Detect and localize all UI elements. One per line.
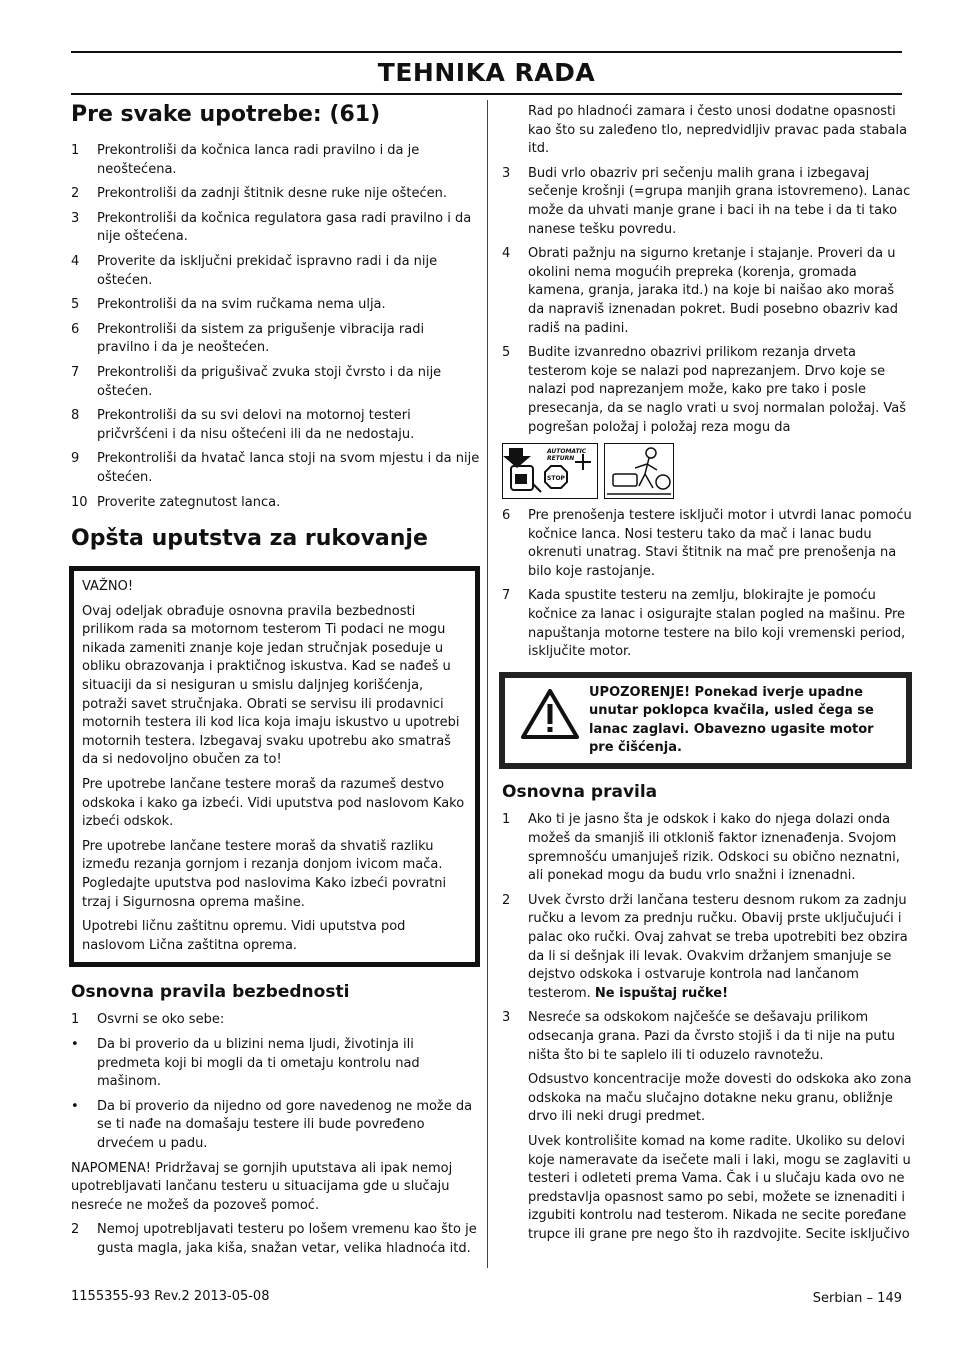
important-paragraph-2: Pre upotrebe lančane testere moraš da razumeš destvo odskoka i kako ga izbeći. Vidi uputstva pod naslovom Kako izbeći odskok. (82, 777, 465, 830)
bullet-item-1 (71, 1036, 480, 1092)
checklist-item-2 (71, 185, 480, 204)
rule-list-b (502, 507, 912, 662)
item-number: 4 (502, 246, 511, 262)
bullet-item-2 (71, 1098, 480, 1154)
chain-brake-automatic-icon (503, 444, 597, 498)
rule-item-b-2 (502, 587, 912, 661)
checklist-item-1 (71, 142, 480, 179)
heading-basic-rules: Osnovna pravila (502, 782, 658, 803)
document-number: 1155355-93 Rev.2 2013-05-08 (71, 1289, 270, 1304)
page-header (71, 51, 902, 95)
item-number: 10 (71, 494, 88, 510)
item-number: 1 (71, 143, 80, 158)
heading-before-use: Pre svake upotrebe: (61) (71, 102, 381, 127)
basic-rule-3 (502, 1009, 912, 1065)
icon-label-stop: STOP (547, 475, 565, 483)
basic-rule-2 (502, 892, 912, 1004)
important-label: VAŽNO! (82, 579, 134, 595)
item-number: 3 (502, 165, 511, 181)
checklist-item-7 (71, 364, 480, 401)
rule-item-3 (502, 344, 912, 437)
rule-item-1 (502, 165, 912, 239)
item-text: Prekontroliši da na svim ručkama nema ulja. (97, 297, 386, 313)
item-number: 4 (71, 253, 80, 269)
item-number: 7 (502, 588, 511, 604)
checklist-item-10 (71, 494, 480, 513)
item-text: Da bi proverio da u blizini nema ljudi, životinja ili predmeta koji bi mogli da ti ometaju kontrolu nad mašinom. (97, 1036, 420, 1090)
basic-rule-1 (502, 811, 912, 885)
rule-item-2 (502, 245, 912, 338)
item-number: 2 (71, 1222, 80, 1238)
item-number: 9 (71, 451, 80, 467)
icon-label-return: RETURN (547, 455, 575, 463)
carrying-saw-icon (605, 444, 673, 498)
item-number: 8 (71, 408, 80, 424)
carrying-saw-illustration (604, 443, 674, 499)
item-number: 1 (502, 812, 511, 828)
item-text: Proverite zategnutost lanca. (97, 494, 281, 510)
item-text: Proverite da isključni prekidač ispravno radi i da nije oštećen. (97, 253, 438, 288)
item-text: Prekontroliši da prigušivač zvuka stoji čvrsto i da nije oštećen. (97, 364, 442, 399)
item-number: 1 (71, 1012, 80, 1028)
basic-rule-3-paragraph-3: Uvek kontrolišite komad na kome radite. Ukoliko su delovi koje nameravate da isečete mali i laki, mogu se zaglaviti u testeri i odleteti prema Vama. Čak i u slučaju kada ovo ne predstavlja opasnost samo po sebi, možete se iznenaditi i izgubiti kontrolu nad testerom. Nikada ne secite poređane trupce ili grane pre nego što ih razdvojite. Secite isključivo (528, 1133, 911, 1242)
item-text: Kada spustite testeru na zemlju, blokirajte je pomoću kočnice za lanac i osigurajte stalan pogled na mašinu. Pre napuštanja motorne testere na bilo koji vremenski period, isključite motor. (528, 588, 906, 660)
item-text: Prekontroliši da sistem za prigušenje vibracija radi pravilno i da je neoštećen. (97, 321, 425, 356)
item-text: Prekontroliši da zadnji štitnik desne ruke nije oštećen. (97, 186, 447, 202)
continued-paragraph: Rad po hladnoći zamara i često unosi dodatne opasnosti kao što su zaleđeno tlo, nepredvidljiv pravac pada stabala itd. (528, 104, 908, 157)
item-text: Prekontroliši da su svi delovi na motornoj testeri pričvršćeni i da nisu oštećeni ili da ne nedostaju. (97, 408, 415, 442)
item-text: Prekontroliši da kočnica lanca radi pravilno i da je neoštećena. (97, 143, 420, 177)
checklist-item-4 (71, 253, 480, 290)
left-column (71, 100, 480, 1265)
safety-item-2 (71, 1221, 480, 1258)
item-text: Uvek čvrsto drži lančana testeru desnom rukom za zadnju ručku a levom za prednju ručku. Obavij prste uključujući i palac oko ručki. Ovaj zahvat se treba upotrebiti bez obzira da li si dešnjak ili levak. Ovakvim držanjem smanjuje se dejstvo odskoka i ostvaruje kontrola nad lančanom testerom. (528, 892, 908, 1001)
checklist-item-8 (71, 407, 480, 444)
note-paragraph: NAPOMENA! Pridržavaj se gornjih uputstava ali ipak nemoj upotrebljavati lančanu testeru u situacijama gde u slučaju nesreće ne možeš da pozoveš pomoć. (71, 1160, 453, 1213)
bullet-list (71, 1036, 480, 1154)
item-text: Budi vrlo obazriv pri sečenju malih grana i izbegavaj sečenje krošnji (=grupa manjih grana istovremeno). Lanac može da uhvati manje grane i baci ih na tebe i da ti tako nanese tešku povredu. (528, 165, 911, 237)
warning-box (499, 672, 912, 770)
item-text: Obrati pažnju na sigurno kretanje i stajanje. Proveri da u okolini nema mogućih prepreka (korenja, gromada kamena, granja, jaraka itd.) na koje bi naišao ako moraš da napraviš iznenadan pokret. Budi posebno obazriv kad radiš na padini. (528, 246, 898, 336)
icon-label-automatic: AUTOMATIC (547, 448, 587, 456)
important-box (69, 566, 480, 967)
warning-text: UPOZORENJE! Ponekad iverje upadne unutar poklopca kvačila, usled čega se lanac zaglavi. Obavezno ugasite motor pre čišćenja. (589, 684, 874, 756)
rule-list-a (502, 165, 912, 437)
item-number: 6 (71, 321, 80, 337)
item-text: Budite izvanredno obazrivi prilikom rezanja drveta testerom koje se nalazi pod naprezanjem. Drvo koje se nalazi pod naprezanjem može, kako pre tako i posle presecanja, da se naglo vrati u svoj normalan položaj. Vaš pogrešan položaj i položaj reza mogu da (528, 345, 907, 435)
checklist-item-3 (71, 210, 480, 247)
item-text: Pre prenošenja testere isključi motor i utvrdi lanac pomoću kočnice lanca. Nosi testeru tako da mač i lanac budu okrenuti unatrag. Stavi štitnik na mač pre prenošenja na bilo koje rastojanje. (528, 508, 912, 579)
item-number: • (71, 1036, 79, 1052)
item-text: Prekontroliši da kočnica regulatora gasa radi pravilno i da nije oštećena. (97, 210, 472, 245)
important-paragraph-4: Upotrebi ličnu zaštitnu opremu. Vidi uputstva pod naslovom Lična zaštitna oprema. (82, 919, 406, 953)
checklist-item-6 (71, 321, 480, 358)
basic-rule-3-paragraph-2: Odsustvo koncentracije može dovesti do odskoka ako zona odskoka na maču slučajno dotakne neku granu, obližnje drvo ili neki drugi predmet. (528, 1072, 912, 1125)
item-number: 5 (502, 345, 511, 361)
column-divider (487, 100, 488, 1268)
item-number: 2 (71, 186, 80, 202)
chain-brake-illustration (502, 443, 598, 499)
item-number: 7 (71, 364, 80, 380)
heading-basic-safety: Osnovna pravila bezbednosti (71, 982, 350, 1003)
page-title: TEHNIKA RADA (377, 58, 596, 87)
warning-inner (505, 678, 906, 764)
heading-general-instructions: Opšta uputstva za rukovanje (71, 526, 428, 552)
item-text: Da bi proverio da nijedno od gore navedenog ne može da se ti nađe na domašaju testere ili bude povređeno drvećem u padu. (97, 1098, 473, 1151)
page-number: Serbian – 149 (812, 1291, 902, 1306)
item-text: Nesreće sa odskokom najčešće se dešavaju prilikom odsecanja grana. Pazi da čvrsto stojiš i da ti nije na putu ništa što bi te saplelo ili ti oduzelo ravnotežu. (528, 1010, 896, 1063)
checklist-item-9 (71, 450, 480, 487)
item-text: Osvrni se oko sebe: (97, 1012, 225, 1028)
item-text: Prekontroliši da hvatač lanca stoji na svom mjestu i da nije oštećen. (97, 451, 480, 485)
item-text-wrap (528, 892, 912, 1004)
warning-triangle-icon (511, 684, 589, 758)
icon-row (502, 443, 912, 499)
rule-item-b-1 (502, 507, 912, 581)
item-number: • (71, 1098, 79, 1114)
header-rule-bottom (71, 93, 902, 95)
item-number: 6 (502, 508, 511, 524)
important-paragraph-1: Ovaj odeljak obrađuje osnovna pravila bezbednosti prilikom rada sa motornom testerom Ti podaci ne mogu nikada zameniti znanje koje jedan stručnjak poseduje u obliku obrazovanja i praktičnog iskustva. Kad se nađeš u situaciji da si nesiguran u smislu daljnjeg korišćenja, potraži savet stručnjaka. Obrati se servisu ili prodavnici motornih testera ili kod lica koja imaju iskustvo u upotrebi motornih testera. Izbegavaj svaku upotrebu ako smatraš da si nedovoljno obučen za to! (82, 603, 460, 768)
item-number: 3 (502, 1010, 511, 1026)
item-number: 2 (502, 892, 511, 908)
checklist-item-5 (71, 296, 480, 315)
item-number: 3 (71, 210, 80, 226)
safety-item-1 (71, 1011, 480, 1030)
item-text: Nemoj upotrebljavati testeru po lošem vremenu kao što je gusta magla, jaka kiša, snažan vetar, velika hladnoća itd. (97, 1222, 477, 1256)
item-text-bold: Ne ispuštaj ručke! (594, 985, 729, 1001)
right-column (502, 100, 912, 1251)
item-number: 5 (71, 297, 80, 313)
important-paragraph-3: Pre upotrebe lančane testere moraš da shvatiš razliku između rezanja gornjom i rezanja donjom ivicom mača. Pogledajte uputstva pod naslovima Kako izbeći povratni trzaj i Sigurnosna oprema mašine. (82, 838, 447, 910)
checklist (71, 142, 480, 512)
item-text: Ako ti je jasno šta je odskok i kako do njega dolazi onda možeš da smanjiš ili otkloniš faktor iznenađenja. Svojom spremnošću umanjuješ rizik. Odskoci su obično neznatni, ali ponekad mogu da budu vrlo snažni i iznenadni. (528, 812, 900, 884)
